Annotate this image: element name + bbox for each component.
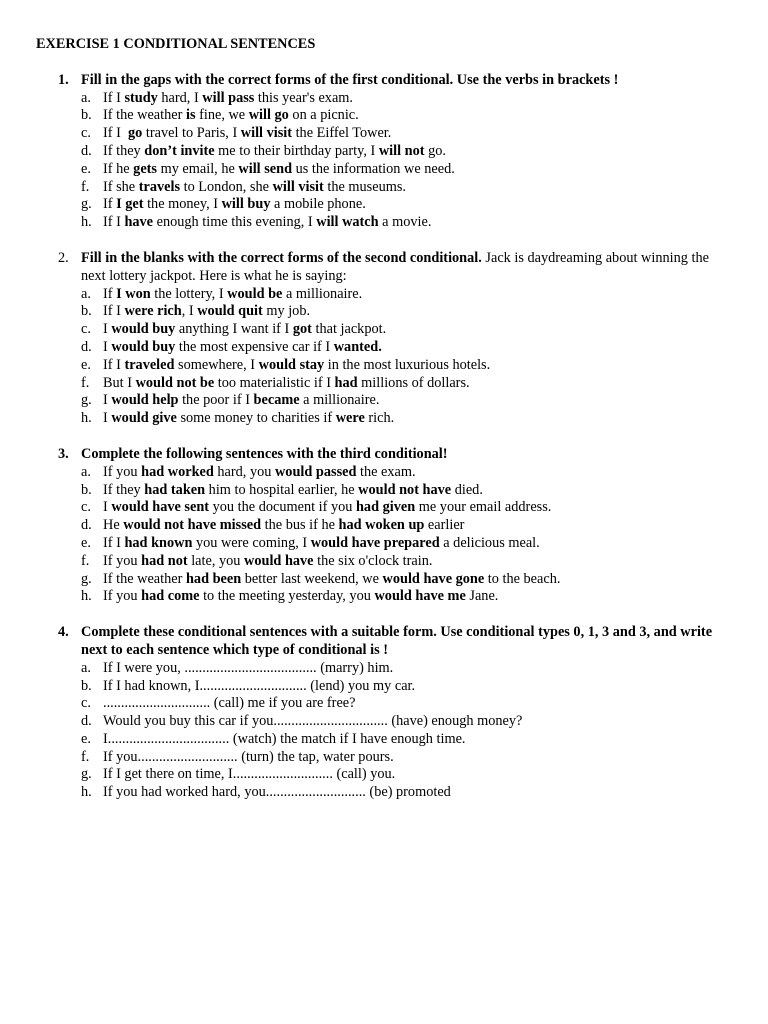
bold-text: Fill in the gaps with the correct forms of the first conditional. Use the verbs in brackets !	[81, 71, 619, 88]
instruction-text	[81, 624, 712, 658]
text: , I	[181, 303, 198, 320]
text: If she	[103, 178, 139, 195]
text: If he	[103, 160, 134, 177]
text: If I	[103, 89, 125, 106]
text: late, you	[187, 552, 245, 569]
text: the Eiffel Tower.	[292, 125, 392, 142]
text: If you	[103, 552, 142, 569]
item-letter: b.	[81, 677, 92, 694]
list-item	[81, 482, 732, 500]
bold-text: would quit	[197, 303, 263, 320]
bold-text: will not	[378, 142, 425, 159]
bold-text: would have gone	[382, 570, 485, 587]
list-item	[81, 196, 732, 214]
bold-text: go	[128, 125, 143, 142]
bold-text: became	[253, 392, 300, 409]
text: If the weather	[103, 570, 186, 587]
item-letter: f.	[81, 178, 90, 195]
list-item	[81, 749, 732, 767]
text: some money to charities if	[176, 410, 336, 427]
bold-text: would passed	[274, 463, 357, 480]
question-number: 1.	[58, 71, 69, 88]
text: If I	[103, 125, 129, 142]
item-letter: d.	[81, 142, 92, 159]
item-letter: d.	[81, 517, 92, 534]
list-item	[81, 214, 732, 232]
item-letter: h.	[81, 214, 92, 231]
bold-text: had been	[185, 570, 242, 587]
text: If I	[103, 534, 125, 551]
bold-text: had woken up	[338, 517, 425, 534]
item-letter: c.	[81, 695, 91, 712]
text: If they	[103, 142, 145, 159]
text: you the document if you	[209, 499, 356, 516]
text: If I were you, ..................................... (marry) him.	[103, 659, 394, 676]
list-item	[81, 499, 732, 517]
text: a mobile phone.	[270, 196, 366, 213]
instruction-text	[81, 72, 618, 88]
item-letter: f.	[81, 552, 90, 569]
text: a movie.	[378, 214, 432, 231]
exercise-sections	[36, 72, 732, 802]
question-instruction	[36, 624, 732, 660]
list-item	[81, 392, 732, 410]
item-letter: b.	[81, 303, 92, 320]
text: If they	[103, 481, 145, 498]
text: the lottery, I	[150, 285, 228, 302]
bold-text: would have sent	[111, 499, 210, 516]
text: millions of dollars.	[357, 374, 470, 391]
list-item	[81, 410, 732, 428]
item-letter: g.	[81, 392, 92, 409]
list-item	[81, 660, 732, 678]
bold-text: will visit	[240, 125, 293, 142]
item-letter: a.	[81, 659, 91, 676]
bold-text: is	[185, 107, 196, 124]
text: him to hospital earlier, he	[205, 481, 359, 498]
text: If you	[103, 588, 142, 605]
item-letter: b.	[81, 107, 92, 124]
item-letter: d.	[81, 713, 92, 730]
item-letter: h.	[81, 410, 92, 427]
item-letter: c.	[81, 499, 91, 516]
text: a millionaire.	[282, 285, 363, 302]
bold-text: gets	[133, 160, 157, 177]
bold-text: were rich	[124, 303, 182, 320]
item-letter: e.	[81, 160, 91, 177]
text: If I get there on time, I............................ (call) you.	[103, 766, 396, 783]
text: this year's exam.	[254, 89, 353, 106]
text: travel to Paris, I	[142, 125, 241, 142]
text: If you............................ (turn) the tap, water pours.	[103, 748, 394, 765]
item-letter: b.	[81, 481, 92, 498]
text: If the weather	[103, 107, 186, 124]
instruction-text	[81, 250, 709, 284]
instruction-text	[81, 446, 448, 462]
list-item	[81, 588, 732, 606]
text: too materialistic if I	[214, 374, 335, 391]
text: my email, he	[157, 160, 239, 177]
list-item	[81, 678, 732, 696]
text: earlier	[424, 517, 465, 534]
text: I	[103, 338, 112, 355]
text: I	[103, 392, 112, 409]
text: If I	[103, 356, 125, 373]
bold-text: study	[124, 89, 158, 106]
list-item	[81, 125, 732, 143]
bold-text: would help	[111, 392, 179, 409]
bold-text: were	[335, 410, 365, 427]
list-item	[81, 553, 732, 571]
text: in the most luxurious hotels.	[324, 356, 491, 373]
text: .............................. (call) me if you are free?	[103, 695, 356, 712]
bold-text: would have	[244, 552, 314, 569]
item-letter: c.	[81, 321, 91, 338]
bold-text: had known	[124, 534, 193, 551]
list-item	[81, 695, 732, 713]
text: If you had worked hard, you............................ (be) promoted	[103, 784, 451, 801]
question-number: 4.	[58, 624, 69, 641]
item-letter: a.	[81, 89, 91, 106]
item-list	[36, 286, 732, 428]
text: the exam.	[356, 463, 416, 480]
bold-text: would not have missed	[123, 517, 262, 534]
list-item	[81, 286, 732, 304]
text: the museums.	[323, 178, 406, 195]
bold-text: would not have	[358, 481, 452, 498]
text: me your email address.	[415, 499, 552, 516]
text: somewhere, I	[174, 356, 259, 373]
text: Jane.	[465, 588, 499, 605]
list-item	[81, 321, 732, 339]
bold-text: don’t invite	[144, 142, 215, 159]
text: enough time this evening, I	[153, 214, 317, 231]
exercise-section	[36, 446, 732, 606]
bold-text: will send	[238, 160, 293, 177]
text: to the meeting yesterday, you	[199, 588, 375, 605]
list-item	[81, 731, 732, 749]
item-list	[36, 90, 732, 232]
text: died.	[451, 481, 483, 498]
list-item	[81, 464, 732, 482]
bold-text: had taken	[144, 481, 206, 498]
item-letter: c.	[81, 125, 91, 142]
text: If I had known, I.............................. (lend) you my car.	[103, 677, 416, 694]
text: I	[103, 410, 112, 427]
text: anything I want if I	[175, 321, 293, 338]
bold-text: would have prepared	[310, 534, 440, 551]
text: rich.	[364, 410, 395, 427]
text: hard, I	[157, 89, 203, 106]
text: I	[103, 499, 112, 516]
bold-text: I get	[116, 196, 144, 213]
bold-text: had worked	[141, 463, 214, 480]
list-item	[81, 517, 732, 535]
list-item	[81, 107, 732, 125]
bold-text: wanted.	[333, 338, 382, 355]
item-letter: f.	[81, 374, 90, 391]
item-list	[36, 660, 732, 802]
text: me to their birthday party, I	[214, 142, 379, 159]
list-item	[81, 766, 732, 784]
item-letter: e.	[81, 730, 91, 747]
text: a delicious meal.	[439, 534, 540, 551]
text: Jack is daydreaming about winning the next lottery jackpot. Here is what he is saying:	[81, 249, 709, 284]
text: But I	[103, 374, 136, 391]
bold-text: will pass	[202, 89, 255, 106]
text: If you	[103, 463, 142, 480]
text: If I	[103, 303, 125, 320]
text: the poor if I	[178, 392, 254, 409]
list-item	[81, 713, 732, 731]
question-instruction	[36, 72, 732, 90]
text: fine, we	[195, 107, 249, 124]
list-item	[81, 303, 732, 321]
bold-text: will go	[248, 107, 289, 124]
text: the six o'clock train.	[313, 552, 433, 569]
bold-text: would be	[227, 285, 283, 302]
question-instruction	[36, 446, 732, 464]
text: the money, I	[143, 196, 222, 213]
text: that jackpot.	[311, 321, 387, 338]
question-number: 2.	[58, 249, 69, 266]
list-item	[81, 339, 732, 357]
item-list	[36, 464, 732, 606]
bold-text: Complete the following sentences with the third conditional!	[81, 445, 448, 462]
text: I	[103, 321, 112, 338]
item-letter: f.	[81, 748, 90, 765]
text: If	[103, 196, 117, 213]
item-letter: a.	[81, 463, 91, 480]
exercise-section	[36, 72, 732, 232]
list-item	[81, 535, 732, 553]
bold-text: I won	[116, 285, 151, 302]
bold-text: travels	[138, 178, 181, 195]
list-item	[81, 179, 732, 197]
text: Would you buy this car if you................................ (have) enough money?	[103, 713, 523, 730]
item-letter: h.	[81, 588, 92, 605]
bold-text: will watch	[316, 214, 379, 231]
text: If	[103, 285, 117, 302]
item-letter: e.	[81, 534, 91, 551]
item-letter: h.	[81, 784, 92, 801]
bold-text: will visit	[272, 178, 324, 195]
item-letter: d.	[81, 338, 92, 355]
item-letter: g.	[81, 196, 92, 213]
question-instruction	[36, 250, 732, 286]
bold-text: traveled	[124, 356, 175, 373]
list-item	[81, 161, 732, 179]
bold-text: have	[124, 214, 154, 231]
exercise-section	[36, 250, 732, 428]
text: to the beach.	[484, 570, 561, 587]
bold-text: had	[334, 374, 358, 391]
text: If I	[103, 214, 125, 231]
text: on a picnic.	[288, 107, 359, 124]
text: hard, you	[213, 463, 275, 480]
text: you were coming, I	[192, 534, 311, 551]
bold-text: had not	[141, 552, 188, 569]
bold-text: would buy	[111, 321, 176, 338]
list-item	[81, 357, 732, 375]
bold-text: would stay	[258, 356, 325, 373]
bold-text: got	[292, 321, 312, 338]
text: a millionaire.	[299, 392, 380, 409]
exercise-section	[36, 624, 732, 802]
item-letter: g.	[81, 766, 92, 783]
bold-text: Complete these conditional sentences with a suitable form. Use conditional types 0, 1, 3 and 3, and write next to each sentence which type of conditional is !	[81, 624, 713, 658]
list-item	[81, 784, 732, 802]
text: the most expensive car if I	[175, 338, 334, 355]
text: the bus if he	[261, 517, 339, 534]
text: to London, she	[180, 178, 273, 195]
item-letter: a.	[81, 285, 91, 302]
text: my job.	[262, 303, 311, 320]
item-letter: g.	[81, 570, 92, 587]
text: I.................................. (watch) the match if I have enough time.	[103, 730, 466, 747]
list-item	[81, 375, 732, 393]
bold-text: would buy	[111, 338, 176, 355]
bold-text: would not be	[135, 374, 215, 391]
list-item	[81, 90, 732, 108]
question-number: 3.	[58, 445, 69, 462]
page-title: EXERCISE 1 CONDITIONAL SENTENCES	[36, 36, 316, 52]
bold-text: will buy	[221, 196, 271, 213]
list-item	[81, 143, 732, 161]
bold-text: had come	[141, 588, 200, 605]
list-item	[81, 571, 732, 589]
bold-text: would give	[111, 410, 177, 427]
bold-text: Fill in the blanks with the correct forms of the second conditional.	[81, 249, 482, 266]
text: us the information we need.	[292, 160, 455, 177]
item-letter: e.	[81, 356, 91, 373]
bold-text: had given	[355, 499, 416, 516]
text: go.	[424, 142, 446, 159]
bold-text: would have me	[374, 588, 466, 605]
text: better last weekend, we	[241, 570, 383, 587]
text: He	[103, 517, 124, 534]
